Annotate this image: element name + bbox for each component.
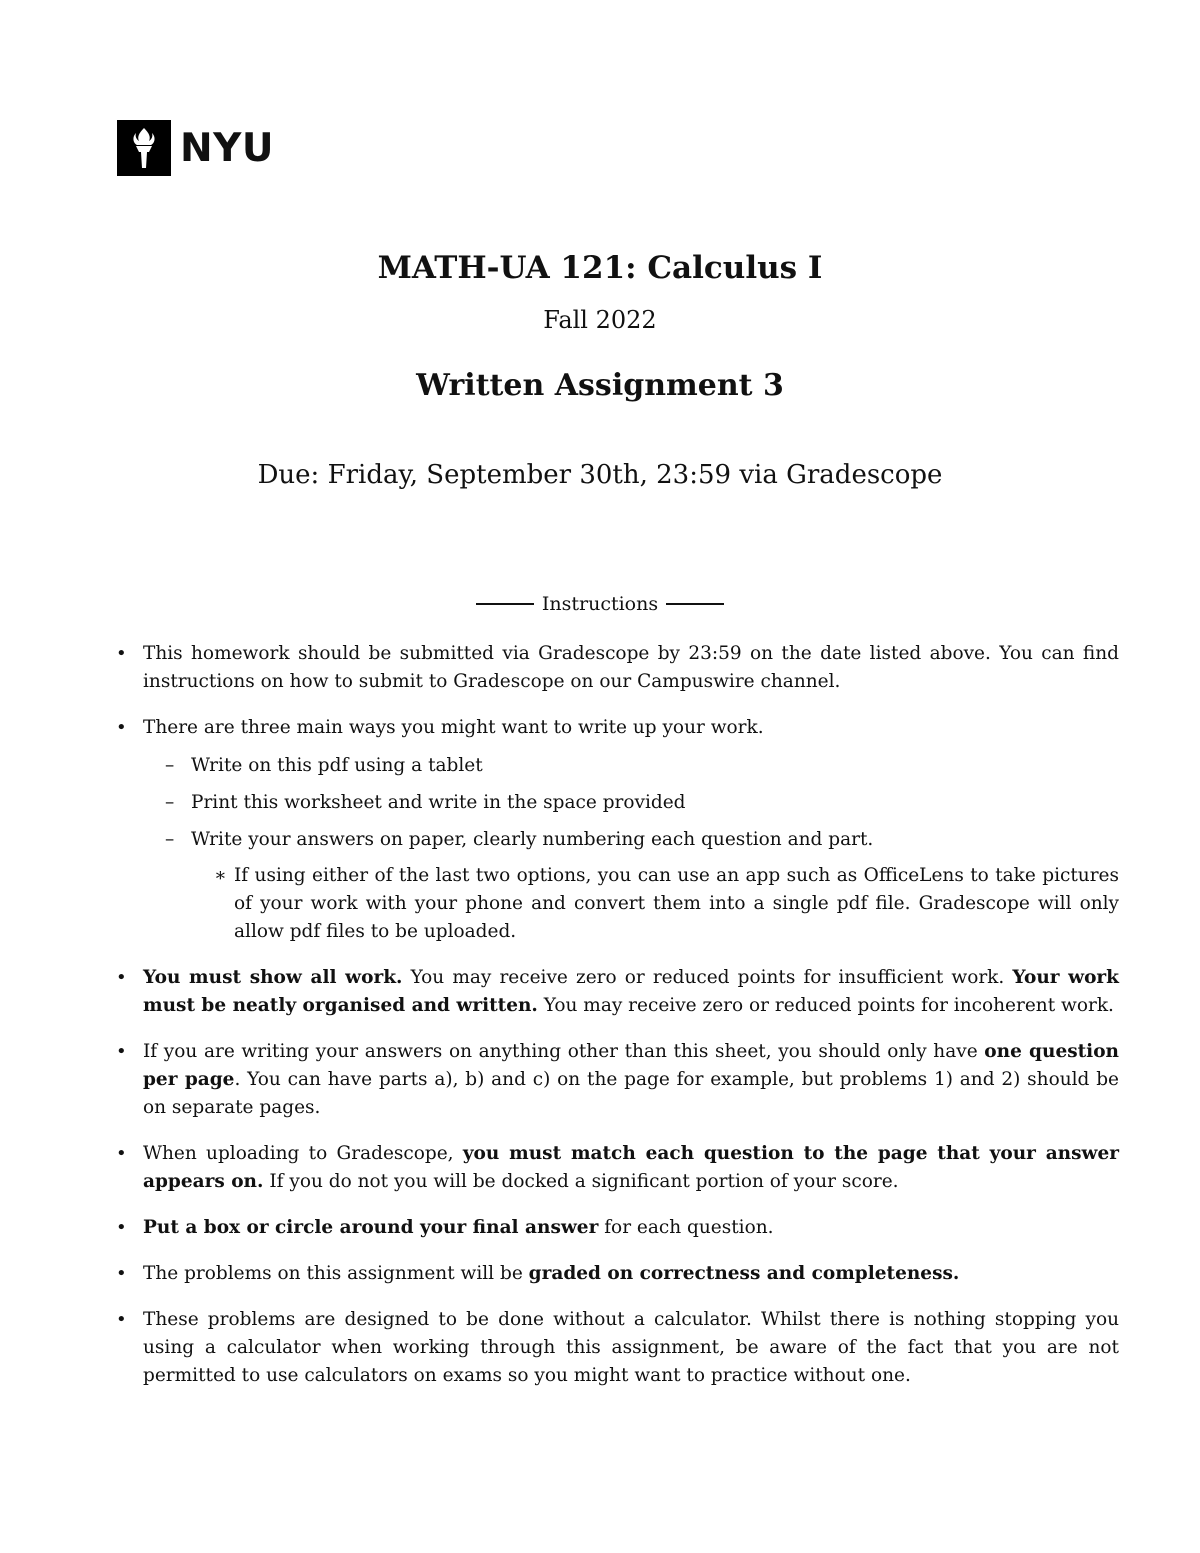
bullet-icon: • (116, 1041, 127, 1062)
heading-rule-left (476, 603, 534, 604)
term: Fall 2022 (543, 306, 657, 334)
sub-list-item: – Write on this pdf using a tablet (143, 752, 1119, 780)
list-item: • This homework should be submitted via Gradescope by 23:59 on the date listed above. You can find instructions on how to submit to Gradescope on our Campuswire channel. (116, 640, 1119, 696)
bullet-icon: • (116, 1309, 127, 1330)
asterisk-icon: ∗ (214, 865, 227, 886)
course-title: MATH-UA 121: Calculus I (377, 250, 823, 286)
bullet-icon: • (116, 967, 127, 988)
bullet-icon: • (116, 717, 127, 738)
nested-list-item: ∗ If using either of the last two options, you can use an app such as OfficeLens to take pictures of your work with your phone and convert them into a single pdf file. Gradescope will only allow pdf files to be uploaded. (191, 862, 1119, 946)
list-item: • You must show all work. You may receive zero or reduced points for insufficient work. Your work must be neatly organised and written. You may receive zero or reduced points for incoherent work. (116, 964, 1119, 1020)
bullet-icon: • (116, 643, 127, 664)
nyu-logo (117, 120, 274, 176)
due-date: Due: Friday, September 30th, 23:59 via Gradescope (257, 460, 943, 490)
dash-icon: – (165, 829, 175, 850)
list-item: • Put a box or circle around your final answer for each question. (116, 1214, 1119, 1242)
list-item: • The problems on this assignment will be graded on correctness and completeness. (116, 1260, 1119, 1288)
torch-icon (117, 120, 171, 176)
bullet-icon: • (116, 1263, 127, 1284)
list-item: • When uploading to Gradescope, you must match each question to the page that your answer appears on. If you do not you will be docked a significant portion of your score. (116, 1140, 1119, 1196)
bullet-icon: • (116, 1143, 127, 1164)
bullet-icon: • (116, 1217, 127, 1238)
list-item: • These problems are designed to be done without a calculator. Whilst there is nothing stopping you using a calculator when working through this assignment, be aware of the fact that you are not permitted to use calculators on exams so you might want to practice without one. (116, 1306, 1119, 1390)
sub-list-item: – Print this worksheet and write in the space provided (143, 789, 1119, 817)
dash-icon: – (165, 792, 175, 813)
logo-wordmark: NYU (180, 125, 275, 171)
list-item: • There are three main ways you might want to write up your work. – Write on this pdf using a tablet – Print this worksheet and write in the space provided – Write your answers on paper, clearly numbering each question and part. ∗ If using either of the last two options, you can use an app such as OfficeLens to take pictures of your work with your phone and convert them into a single pdf file. Gradescope will only allow pdf files to be uploaded. (116, 714, 1119, 946)
nested-note-list (191, 862, 1119, 946)
instructions-list (116, 640, 1119, 1408)
dash-icon: – (165, 755, 175, 776)
instructions-heading-text: Instructions (541, 593, 659, 615)
list-item: • If you are writing your answers on anything other than this sheet, you should only have one question per page. You can have parts a), b) and c) on the page for example, but problems 1) and 2) should be on separate pages. (116, 1038, 1119, 1122)
assignment-title: Written Assignment 3 (416, 368, 784, 403)
sub-list-item: – Write your answers on paper, clearly numbering each question and part. ∗ If using either of the last two options, you can use an app such as OfficeLens to take pictures of your work with your phone and convert them into a single pdf file. Gradescope will only allow pdf files to be uploaded. (143, 826, 1119, 946)
heading-rule-right (666, 603, 724, 604)
writeup-options-list (143, 752, 1119, 946)
instructions-heading (0, 593, 1200, 615)
